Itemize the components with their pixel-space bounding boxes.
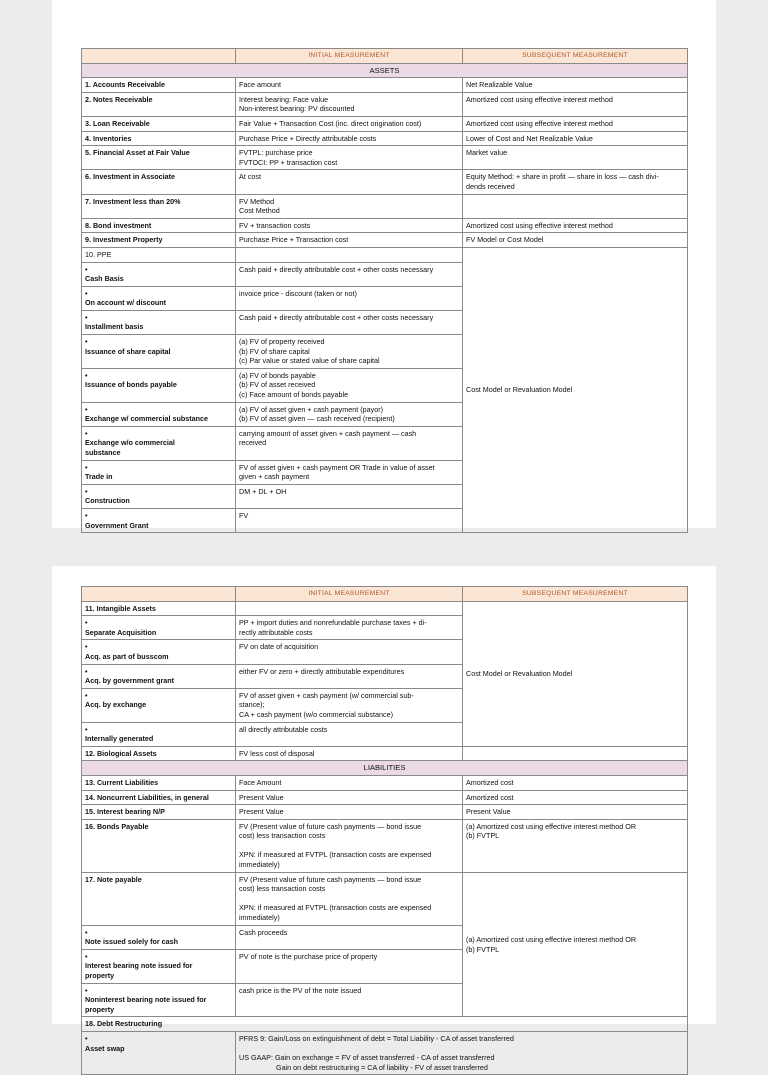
bullet-icon: •: [85, 486, 88, 496]
header-initial: INITIAL MEASUREMENT: [236, 587, 463, 602]
bullet-icon: •: [85, 462, 88, 472]
initial-cell: FV: [236, 508, 463, 532]
initial-cell: FV less cost of disposal: [236, 746, 463, 761]
initial-cell: Face amount: [236, 78, 463, 93]
initial-cell: all directly attributable costs: [236, 722, 463, 746]
table-row: [82, 1031, 688, 1074]
row-label-text: Acq. by exchange: [85, 700, 147, 710]
row-label-text: Exchange w/ commercial substance: [85, 414, 209, 424]
row-label-text: Acq. as part of busscom: [85, 651, 169, 661]
header-blank: [82, 587, 236, 602]
subsequent-cell: Net Realizable Value: [463, 78, 688, 93]
subsequent-cell: Amortized cost: [463, 790, 688, 805]
bullet-icon: •: [85, 510, 88, 520]
header-initial: INITIAL MEASUREMENT: [236, 49, 463, 64]
cell-line: dends received: [466, 181, 515, 191]
cell-line: FV of asset given + cash payment OR Trade in value of asset: [239, 462, 435, 472]
row-label-text: Cash Basis: [85, 274, 124, 284]
row-label: [82, 949, 236, 983]
table-row: [82, 131, 688, 146]
cell-line: (a) FV of bonds payable: [239, 370, 316, 380]
cell-line: Equity Method: + share in profit — share in loss — cash divi-: [466, 172, 659, 182]
bullet-icon: •: [85, 428, 88, 438]
cell-line: immediately): [239, 860, 280, 870]
table-row: [82, 92, 688, 116]
row-label: 1. Accounts Receivable: [82, 78, 236, 93]
label-line: Interest bearing note issued for: [85, 961, 193, 971]
row-label: [82, 925, 236, 949]
row-label: [82, 664, 236, 688]
initial-cell: Purchase Price + Transaction cost: [236, 233, 463, 248]
initial-cell: Face Amount: [236, 775, 463, 790]
label-line: property: [85, 1004, 115, 1014]
row-label-text: Government Grant: [85, 520, 149, 530]
initial-cell: either FV or zero + directly attributable expenditures: [236, 664, 463, 688]
row-label: 12. Biological Assets: [82, 746, 236, 761]
subsequent-cell: Amortized cost using effective interest method: [463, 92, 688, 116]
bullet-icon: •: [85, 337, 88, 347]
row-label-text: [85, 961, 220, 980]
row-label: [82, 484, 236, 508]
table-row: [82, 233, 688, 248]
bullet-icon: •: [85, 264, 88, 274]
row-label: [82, 508, 236, 532]
subsequent-cell: FV Model or Cost Model: [463, 233, 688, 248]
subsequent-cell: Present Value: [463, 805, 688, 820]
table-row: [82, 775, 688, 790]
bullet-icon: •: [85, 370, 88, 380]
row-label-text: Separate Acquisition: [85, 627, 157, 637]
cell-line: Cost Method: [239, 206, 280, 216]
header-blank: [82, 49, 236, 64]
row-label: 15. Interest bearing N/P: [82, 805, 236, 820]
cell-line: given + cash payment: [239, 472, 310, 482]
row-label: [82, 286, 236, 310]
cell-line: (a) FV of asset given + cash payment (payor): [239, 404, 384, 414]
cell-line: XPN: if measured at FVTPL (transaction costs are expensed: [239, 903, 432, 913]
bullet-icon: •: [85, 404, 88, 414]
table-row: [82, 819, 688, 872]
section-title-liabilities: LIABILITIES: [82, 761, 688, 776]
initial-cell: [236, 601, 463, 616]
cell-line: cost) less transaction costs: [239, 884, 326, 894]
cell-line: US GAAP: Gain on exchange = FV of asset transferred - CA of asset transferred: [239, 1053, 495, 1063]
initial-cell: cash price is the PV of the note issued: [236, 983, 463, 1017]
table-row: [82, 805, 688, 820]
label-line: Noninterest bearing note issued for: [85, 995, 207, 1005]
subsequent-cell: Market value: [463, 146, 688, 170]
row-label: 3. Loan Receivable: [82, 116, 236, 131]
table-row: [82, 601, 688, 616]
row-label: [82, 402, 236, 426]
cell-line: FV (Present value of future cash payments — bond issue: [239, 874, 422, 884]
subsequent-cell: [463, 746, 688, 761]
row-label: [82, 460, 236, 484]
row-label-text: Internally generated: [85, 734, 154, 744]
label-line: Exchange w/o commercial: [85, 438, 175, 448]
header-subsequent: SUBSEQUENT MEASUREMENT: [463, 587, 688, 602]
row-label-text: Trade in: [85, 472, 113, 482]
cell-line: PP + import duties and nonrefundable purchase taxes + di-: [239, 618, 427, 628]
row-label: 10. PPE: [82, 247, 236, 262]
row-label-text: [85, 438, 220, 457]
row-label-text: Note issued solely for cash: [85, 937, 179, 947]
section-title-assets: ASSETS: [82, 63, 688, 78]
row-label: 13. Current Liabilities: [82, 775, 236, 790]
cell-line: CA + cash payment (w/o commercial substance): [239, 709, 393, 719]
cell-line: FV of asset given + cash payment (w/ commercial sub-: [239, 690, 414, 700]
cell-line: stance);: [239, 700, 265, 710]
table-row: [82, 194, 688, 218]
initial-cell: Cash paid + directly attributable cost + other costs necessary: [236, 262, 463, 286]
row-label: [82, 722, 236, 746]
row-label: 11. Intangible Assets: [82, 601, 236, 616]
cell-line: Interest bearing: Face value: [239, 94, 329, 104]
row-label: [82, 335, 236, 369]
initial-cell: Purchase Price + Directly attributable costs: [236, 131, 463, 146]
bullet-icon: •: [85, 927, 88, 937]
table-row: [82, 746, 688, 761]
cell-line: received: [239, 438, 267, 448]
row-label-text: On account w/ discount: [85, 298, 167, 308]
row-label: 6. Investment in Associate: [82, 170, 236, 194]
bullet-icon: •: [85, 951, 88, 961]
cell-line: FV (Present value of future cash payments — bond issue: [239, 821, 422, 831]
initial-cell: invoice price - discount (taken or not): [236, 286, 463, 310]
subsequent-cell: Amortized cost using effective interest method: [463, 218, 688, 233]
row-label: [82, 1031, 236, 1074]
row-label: [82, 262, 236, 286]
initial-cell: [236, 247, 463, 262]
initial-cell: [236, 335, 463, 369]
initial-cell: [236, 92, 463, 116]
table-row: [82, 170, 688, 194]
row-label: 9. Investment Property: [82, 233, 236, 248]
cell-line: FVTPL: purchase price: [239, 148, 313, 158]
initial-cell: [236, 819, 463, 872]
section-row-liabilities: [82, 761, 688, 776]
section-row-assets: [82, 63, 688, 78]
bullet-icon: •: [85, 724, 88, 734]
table-row: [82, 1017, 688, 1032]
initial-cell: [236, 460, 463, 484]
row-label-text: Installment basis: [85, 322, 144, 332]
row-label-text: Acq. by government grant: [85, 676, 175, 686]
bullet-icon: •: [85, 618, 88, 628]
row-label-text: Issuance of share capital: [85, 346, 171, 356]
cell-line: rectly attributable costs: [239, 627, 313, 637]
subsequent-cell: [463, 819, 688, 872]
subsequent-cell: Lower of Cost and Net Realizable Value: [463, 131, 688, 146]
cell-line: (b) FV of share capital: [239, 346, 310, 356]
cell-line: Non-interest bearing: PV discounted: [239, 104, 355, 114]
label-line: property: [85, 971, 115, 980]
cell-line: FV Method: [239, 196, 275, 206]
row-label: [82, 426, 236, 460]
cell-line: PFRS 9: Gain/Loss on extinguishment of debt = Total Liability - CA of asset transferred: [239, 1033, 514, 1043]
initial-cell: FV + transaction costs: [236, 218, 463, 233]
initial-cell: DM + DL + OH: [236, 484, 463, 508]
cell-line: carrying amount of asset given + cash payment — cash: [239, 428, 417, 438]
cell-line: (b) FVTPL: [466, 944, 500, 954]
table-row: [82, 790, 688, 805]
initial-cell: Cash proceeds: [236, 925, 463, 949]
cell-line: immediately): [239, 913, 280, 923]
cell-line: (b) FVTPL: [466, 831, 500, 841]
row-label: [82, 616, 236, 640]
initial-cell: [236, 688, 463, 722]
row-label: [82, 688, 236, 722]
cell-line: (b) FV of asset received: [239, 380, 316, 390]
initial-cell: [236, 194, 463, 218]
intangible-subsequent-cell: Cost Model or Revaluation Model: [463, 601, 688, 746]
initial-cell: Fair Value + Transaction Cost (inc. direct origination cost): [236, 116, 463, 131]
ppe-subsequent-cell: Cost Model or Revaluation Model: [463, 247, 688, 532]
table-header-row: [82, 587, 688, 602]
label-line: substance: [85, 448, 121, 457]
row-label-text: Issuance of bonds payable: [85, 380, 177, 390]
row-label: 2. Notes Receivable: [82, 92, 236, 116]
row-label-text: [85, 995, 220, 1014]
cell-line: cost) less transaction costs: [239, 831, 326, 841]
row-label: 18. Debt Restructuring: [82, 1017, 688, 1032]
initial-cell: FV on date of acquisition: [236, 640, 463, 664]
bullet-icon: •: [85, 312, 88, 322]
initial-cell: [236, 146, 463, 170]
row-label: [82, 310, 236, 334]
row-label: [82, 983, 236, 1017]
row-label: [82, 368, 236, 402]
subsequent-cell: [463, 170, 688, 194]
cell-line: (b) FV of asset given — cash received (recipient): [239, 414, 395, 424]
row-label: 16. Bonds Payable: [82, 819, 236, 872]
subsequent-cell: [463, 194, 688, 218]
measurement-table-liabilities: [81, 586, 688, 1075]
initial-cell: [236, 616, 463, 640]
table-row: [82, 247, 688, 262]
subsequent-cell: Amortized cost: [463, 775, 688, 790]
table-row: [82, 146, 688, 170]
row-label: 17. Note payable: [82, 872, 236, 925]
bullet-icon: •: [85, 1033, 88, 1043]
row-label-text: Asset swap: [85, 1043, 125, 1053]
bullet-icon: •: [85, 288, 88, 298]
initial-cell: PV of note is the purchase price of property: [236, 949, 463, 983]
document-page-2: [52, 566, 716, 1072]
initial-cell: Cash paid + directly attributable cost + other costs necessary: [236, 310, 463, 334]
bullet-icon: •: [85, 666, 88, 676]
table-row: [82, 872, 688, 925]
header-subsequent: SUBSEQUENT MEASUREMENT: [463, 49, 688, 64]
table-row: [82, 116, 688, 131]
cell-line: (a) FV of property received: [239, 337, 325, 347]
cell-line: XPN: if measured at FVTPL (transaction costs are expensed: [239, 850, 432, 860]
initial-cell: [236, 402, 463, 426]
row-label: 7. Investment less than 20%: [82, 194, 236, 218]
cell-line: (a) Amortized cost using effective interest method OR: [466, 934, 637, 944]
cell-line: Gain on debt restructuring = CA of liability - FV of asset transferred: [276, 1062, 488, 1072]
initial-cell: At cost: [236, 170, 463, 194]
row-label: 14. Noncurrent Liabilities, in general: [82, 790, 236, 805]
cell-line: (c) Face amount of bonds payable: [239, 390, 349, 400]
note-payable-subsequent-cell: [463, 872, 688, 1017]
initial-cell: Present Value: [236, 790, 463, 805]
initial-cell: [236, 872, 463, 925]
row-label: [82, 640, 236, 664]
table-row: [82, 78, 688, 93]
cell-line: FVTOCI: PP + transaction cost: [239, 157, 338, 167]
bullet-icon: •: [85, 985, 88, 995]
asset-swap-cell: [236, 1031, 688, 1074]
initial-cell: [236, 368, 463, 402]
table-row: [82, 218, 688, 233]
subsequent-cell: Amortized cost using effective interest method: [463, 116, 688, 131]
table-header-row: [82, 49, 688, 64]
bullet-icon: •: [85, 642, 88, 652]
cell-line: (c) Par value or stated value of share capital: [239, 356, 380, 366]
initial-cell: [236, 426, 463, 460]
row-label: 4. Inventories: [82, 131, 236, 146]
measurement-table-assets: [81, 48, 688, 533]
document-page-1: [52, 0, 716, 528]
cell-line: (a) Amortized cost using effective interest method OR: [466, 821, 637, 831]
bullet-icon: •: [85, 690, 88, 700]
row-label: 5. Financial Asset at Fair Value: [82, 146, 236, 170]
initial-cell: Present Value: [236, 805, 463, 820]
row-label-text: Construction: [85, 496, 130, 506]
row-label: 8. Bond investment: [82, 218, 236, 233]
